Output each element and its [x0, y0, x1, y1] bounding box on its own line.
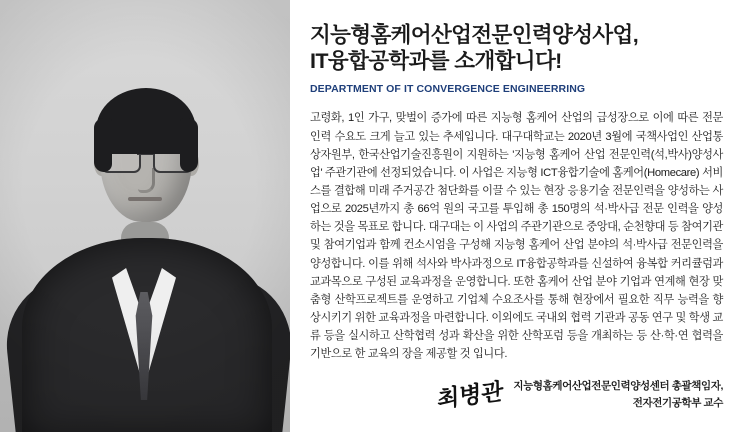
introduction-body-text: 고령화, 1인 가구, 맞벌이 증가에 따른 지능형 홈케어 산업의 급성장으로 이에 따른 전문 인력 수요도 크게 늘고 있는 추세입니다. 대구대학교는 2020년 3월에 국책사업인 산업통상자원부, 한국산업기술진흥원이 지원하는 '지능형 홈케어 산업 전문인력(석,박사)양성사업' 주관기관에 선정되었습니다. 이 사업은 지능형 ICT융합기술에 홈케어(Homecare) 서비스를 결합해 미래 주거공간 첨단화를 이끌 수 있는 현장 응용기술 전문인력을 양성하는 사업으로 2025년까지 총 66억 원의 국고를 투입해 총 150명의 석·박사급 전문 인력을 양성하는 것을 목표로 합니다. 대구대는 이 사업의 주관기관으로 중앙대, 순천향대 등 참여기관 및 참여기업과 함께 컨소시엄을 구성해 지능형 홈케어 산업 분야의 석·박사급 전문인력을 양성합니다. 이를 위해 석사와 박사과정으로 IT융합공학과를 신설하여 융복합 커리큘럼과 교과목으로 구성된 교육과정을 운영합니다. 또한 홈케어 산업 분야 기업과 연계해 현장 맞춤형 산학프로젝트를 운영하고 기업체 수요조사를 통해 현장에서 필요한 직무 능력을 향상시키기 위한 교육과정을 마련합니다. 이외에도 국내외 협력 기관과 공동 연구 및 학생 교류 등을 실시하고 산학협력 성과 확산을 위한 산학포럼 등을 개최하는 등 산·학·연 협력을 기반으로 한 교육의 장을 제공할 것 입니다. — [310, 112, 723, 361]
page-title-line2: IT융합공학과를 소개합니다! — [310, 49, 562, 74]
portrait-hair-side-left — [94, 118, 112, 172]
professor-portrait — [0, 0, 290, 432]
department-subtitle: DEPARTMENT OF IT CONVERGENCE ENGINEERRING — [310, 83, 586, 96]
portrait-nose — [138, 168, 155, 193]
signature-line2: 전자전기공학부 교수 — [632, 397, 723, 410]
signature-block — [310, 378, 723, 418]
signature-line1: 지능형홈케어산업전문인력양성센터 총괄책임자, — [513, 380, 723, 393]
introduction-content — [290, 0, 745, 432]
handwritten-signature: 최병관 — [436, 378, 504, 414]
portrait-hair-side-right — [180, 118, 198, 172]
signature-text — [513, 378, 723, 412]
page-title-line1: 지능형홈케어산업전문인력양성사업, — [310, 23, 639, 47]
portrait-mouth — [128, 197, 162, 201]
